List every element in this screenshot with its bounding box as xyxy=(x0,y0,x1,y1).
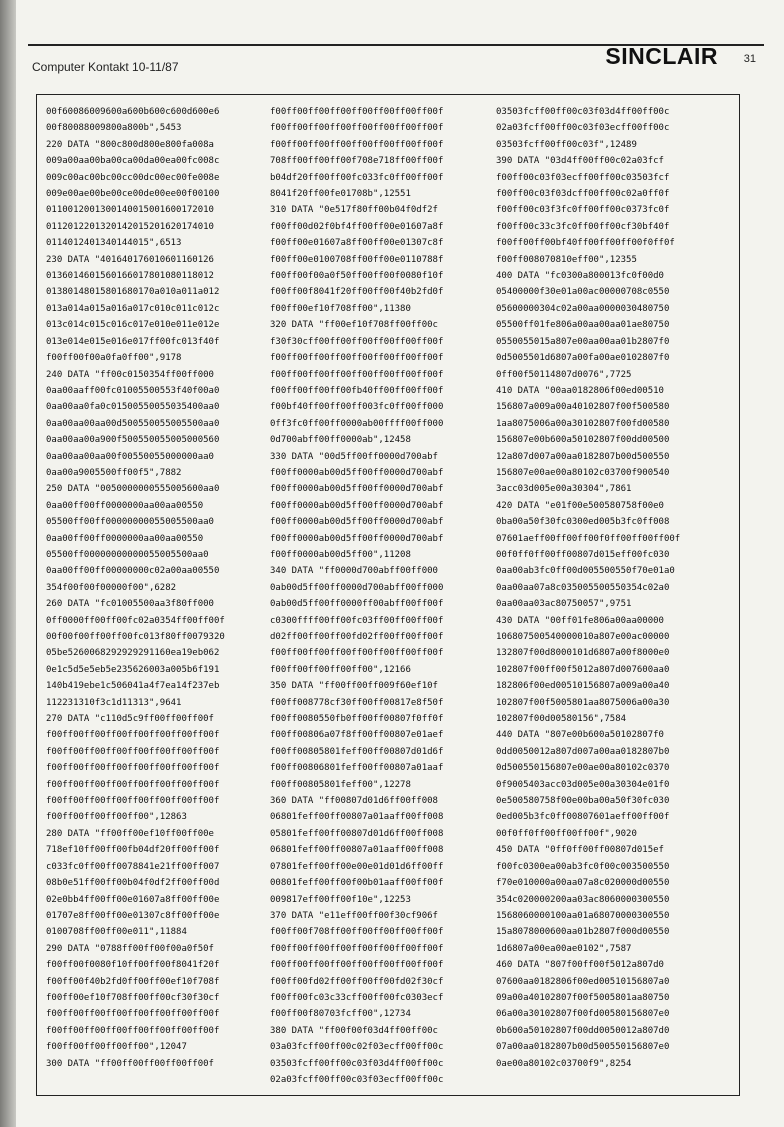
listing-line: 708ff00ff00ff00f708e718ff00ff00f xyxy=(270,156,444,167)
listing-line: f00ff00c03f03ecff00ff00c03503fcf xyxy=(496,172,670,183)
listing-line: 05be5260068292929291160ea19eb062 xyxy=(46,648,220,659)
listing-line: 05400000f30e01a00ac00000708c0550 xyxy=(496,287,670,298)
listing-line: 0ff00f50114807d0076",7725 xyxy=(496,369,632,380)
listing-line: 0ae00a80102c03700f9",8254 xyxy=(496,1058,632,1069)
listing-line: 380 DATA "ff00f00f03d4ff00ff00c xyxy=(270,1025,438,1036)
listing-line: 01707e8ff00ff00e01307c8ff00ff00e xyxy=(46,910,220,921)
listing-line: f00ff00ff00ff00ff00ff00ff00ff00f xyxy=(270,123,444,134)
listing-line: f00ff00ff00ff00ff00ff00ff00ff00f xyxy=(270,107,444,117)
binding-shadow xyxy=(0,0,16,1127)
listing-line: 390 DATA "03d4ff00ff00c02a03fcf xyxy=(496,156,664,167)
listing-line: 06801feff00ff00807a01aaff00ff008 xyxy=(270,812,444,823)
listing-line: 290 DATA "0788ff00ff00f00a0f50f xyxy=(46,943,214,954)
listing-line: 0ff0000ff00ff00fc02a0354ff00ff00f xyxy=(46,615,225,626)
listing-line: 320 DATA "ff00ef10f708ff00ff00c xyxy=(270,320,438,331)
listing-line: f00ff00ff00ff00ff00ff00ff00ff00f xyxy=(46,763,220,774)
listing-line: 0aa00a9005500ff00f5",7882 xyxy=(46,467,182,478)
listing-line: 354c020000200aa03ac8060000300550 xyxy=(496,894,670,905)
listing-line: 00f00f00ff00ff00fc013f80ff0079320 xyxy=(46,632,225,642)
listing-line: 340 DATA "ff0000d700abff00ff000 xyxy=(270,566,438,577)
listing-line: 03a03fcff00ff00c02f03ecff00ff00c xyxy=(270,1042,444,1053)
listing-line: 0100708ff00ff00e011",11884 xyxy=(46,927,187,938)
listing-line: 0aa00aa07a8c035005500550354c02a0 xyxy=(496,582,670,593)
listing-line: 0110012001300140015001600172010 xyxy=(46,205,214,216)
listing-line: 0ff3fc0ff00ff0000ab00ffff00ff000 xyxy=(270,418,444,429)
listing-line: f00ff00ff00ff00ff00ff00ff00ff00f xyxy=(46,1009,220,1020)
listing-line: f00ff0000ab00d5ff00",11208 xyxy=(270,549,411,560)
listing-line: 00f60086009600a600b600c600d600e6 xyxy=(46,107,220,117)
listing-line: f00ff00ff00ff00ff00",12166 xyxy=(270,664,411,675)
listing-line: 15a8078000600aa01b2807f000d00550 xyxy=(496,927,670,938)
listing-line: f00ff00ff00ff00ff00",12863 xyxy=(46,812,187,823)
listing-line: 05500ff01fe806a00aa00aa01ae80750 xyxy=(496,320,670,331)
listing-line: 009a00aa00ba00ca00da00ea00fc008c xyxy=(46,156,220,167)
listing-line: f00ff00fc03c33cff00ff00fc0303ecf xyxy=(270,992,444,1003)
listing-line: 0b600a50102807f00dd0050012a807d0 xyxy=(496,1025,670,1036)
listing-line: 0550055015a807e00aa00aa01b2807f0 xyxy=(496,336,670,347)
listing-line: 0aa00ff00ff00000000c02a00aa00550 xyxy=(46,566,220,577)
listing-line: 440 DATA "807e00b600a50102807f0 xyxy=(496,730,664,741)
listing-line: 450 DATA "0ff0ff00ff00807d015ef xyxy=(496,845,664,856)
listing-line: 03503fcff00ff00c03f03d4ff00ff00c xyxy=(270,1058,444,1069)
listing-line: 009e00ae00be00ce00de00ee00f00100 xyxy=(46,189,220,200)
listing-line: 102807f00d00580156",7584 xyxy=(496,714,627,725)
listing-line: f00ff00e01607a8ff00ff00e01307c8f xyxy=(270,238,444,249)
magazine-issue: Computer Kontakt 10-11/87 xyxy=(32,60,179,74)
listing-line: 0ab00d5ff00ff0000ff00abff00ff00f xyxy=(270,599,444,610)
listing-line: f00ff0000ab00d5ff00ff0000d700abf xyxy=(270,533,444,544)
listing-line: 0aa00aaff00fc01005500553f40f00a0 xyxy=(46,385,220,396)
listing-line: f00ff00c33c3fc0ff00ff00cf30bf40f xyxy=(496,221,670,232)
listing-line: 02e0bb4ff00ff00e01607a8ff00ff00e xyxy=(46,894,220,905)
listing-line: f00ff00e0100708ff00ff00e0110788f xyxy=(270,254,444,265)
listing-line: 06a00a30102807f00fd00580156807e0 xyxy=(496,1009,670,1020)
listing-line: 0aa00ff00ff0000000aa00aa00550 xyxy=(46,500,204,511)
listing-line: 112231310f3c1d11313",9641 xyxy=(46,697,182,708)
listing-line: 0aa00aa00aa00d500550055005500aa0 xyxy=(46,418,220,429)
listing-line: 03503fcff00ff00c03f03d4ff00ff00c xyxy=(496,107,670,117)
listing-line: 05500ff00ff00000000055005500aa0 xyxy=(46,517,214,528)
listing-line: 460 DATA "807f00ff00f5012a807d0 xyxy=(496,960,664,971)
listing-column-1 xyxy=(46,104,268,1072)
listing-line: 0d5005501d6807a00fa00ae0102807f0 xyxy=(496,353,670,364)
listing-line: f00ff00f0080f10ff00ff00f8041f20f xyxy=(46,960,220,971)
listing-line: 250 DATA "0050000000555005600aa0 xyxy=(46,484,220,495)
listing-line: f00ff00fd02ff00ff00ff00fd02f30cf xyxy=(270,976,444,987)
listing-line: f00ff00f00a0fa0ff00",9178 xyxy=(46,353,182,364)
listing-line: 0d700abff00ff0000ab",12458 xyxy=(270,435,411,446)
listing-line: 400 DATA "fc0300a800013fc0f00d0 xyxy=(496,271,664,282)
listing-line: f00bf40ff00ff00ff003fc0ff00ff000 xyxy=(270,402,444,413)
listing-line: 0aa00aa0fa0c01500550055035400aa0 xyxy=(46,402,220,413)
listing-line: 3acc03d005e00a30304",7861 xyxy=(496,484,632,495)
listing-line: 0ba00a50f30fc0300ed005b3fc0ff008 xyxy=(496,517,670,528)
listing-line: 310 DATA "0e517f80ff00b04f0df2f xyxy=(270,205,438,216)
listing-line: f00ff00ff00ff00ff00ff00ff00ff00f xyxy=(46,1025,220,1036)
listing-line: 07801feff00ff00e00e01d01d6ff00ff xyxy=(270,861,444,872)
listing-line: 12a807d007a00aa0182807b00d500550 xyxy=(496,451,670,462)
listing-line: 0ab00d5ff00ff0000d700abff00ff000 xyxy=(270,582,444,593)
listing-line: 00f80088009800a800b",5453 xyxy=(46,123,182,134)
listing-line: 1aa8075006a00a30102807f00fd00580 xyxy=(496,418,670,429)
listing-line: 220 DATA "800c800d800e800fa008a xyxy=(46,139,214,150)
listing-line: 01380148015801680170a010a011a012 xyxy=(46,287,220,298)
listing-line: f00ff00ff00ff00ff00ff00ff00ff00f xyxy=(270,960,444,971)
listing-line: f00ff00ff00ff00ff00ff00ff00ff00f xyxy=(270,139,444,150)
listing-line: 102807f00f5005801aa8075006a00a30 xyxy=(496,697,670,708)
listing-line: 156807a009a00a40102807f00f500580 xyxy=(496,402,670,413)
listing-column-3 xyxy=(496,104,718,1072)
listing-line: 360 DATA "ff00807d01d6ff00ff008 xyxy=(270,796,438,807)
listing-line: 05500ff00000000000055005500aa0 xyxy=(46,549,209,560)
listing-line: 0aa00aa00a900f500550055005000560 xyxy=(46,435,220,446)
listing-line: 8041f20ff00fe01708b",12551 xyxy=(270,189,411,200)
section-brand: SINCLAIR xyxy=(605,43,718,69)
listing-line: 00f0ff0ff00ff00ff00f",9020 xyxy=(496,828,637,839)
listing-line: f00ff00c03f3fc0ff00ff00c0373fc0f xyxy=(496,205,670,216)
listing-line: 156807e00ae00a80102c03700f900540 xyxy=(496,467,670,478)
listing-line: f00ff00ff00ff00ff00ff00ff00ff00f xyxy=(270,353,444,364)
listing-line: f00ff00ef10f708ff00ff00cf30f30cf xyxy=(46,992,220,1003)
listing-line: f00ff00806a07f8ff00ff00807e01aef xyxy=(270,730,444,741)
listing-line: 430 DATA "00ff01fe806a00aa00000 xyxy=(496,615,664,626)
listing-line: f00ff0000ab00d5ff00ff0000d700abf xyxy=(270,484,444,495)
listing-line: 410 DATA "00aa0182806f00ed00510 xyxy=(496,385,664,396)
listing-line: 0dd0050012a807d007a00aa0182807b0 xyxy=(496,746,670,757)
listing-line: 1568060000100aa01a68070000300550 xyxy=(496,910,670,921)
listing-line: 00801feff00ff00f00b01aaff00ff00f xyxy=(270,878,444,889)
listing-line: f00ff00f708ff00ff00ff00ff00ff00f xyxy=(270,927,444,938)
listing-line: 260 DATA "fc01005500aa3f80ff000 xyxy=(46,599,214,610)
listing-line: f00fc0300ea00ab3fc0f00c003500550 xyxy=(496,861,670,872)
listing-line: f00ff008778cf30ff00ff00817e8f50f xyxy=(270,697,444,708)
listing-line: 0f9005403acc03d005e00a30304e01f0 xyxy=(496,779,670,790)
listing-line: 132807f00d8000101d6807a00f8000e0 xyxy=(496,648,670,659)
listing-line: 718ef10ff00ff00fb04df20ff00ff00f xyxy=(46,845,220,856)
listing-line: 106807500540000010a807e00ac00000 xyxy=(496,632,670,642)
listing-line: 03503fcff00ff00c03f",12489 xyxy=(496,139,637,150)
listing-line: 0ed005b3fc0ff00807601aeff00ff00f xyxy=(496,812,670,823)
listing-line: 280 DATA "ff00ff00ef10ff00ff00e xyxy=(46,828,214,839)
listing-line: f00ff0000ab00d5ff00ff0000d700abf xyxy=(270,500,444,511)
listing-line: 0aa00aa00aa00f00550055000000aa0 xyxy=(46,451,214,462)
listing-line: 06801feff00ff00807a01aaff00ff008 xyxy=(270,845,444,856)
listing-line: f00ff00f00a0f50ff00ff00f0080f10f xyxy=(270,271,444,282)
listing-line: 0aa00aa03ac80750057",9751 xyxy=(496,599,632,610)
listing-line: 08b0e51ff00ff00b04f0df2ff00ff00d xyxy=(46,878,220,889)
listing-line: f00ff00ff00ff00ff00ff00ff00ff00f xyxy=(46,730,220,741)
listing-line: c033fc0ff00ff0078841e21ff00ff007 xyxy=(46,861,220,872)
listing-line: 0136014601560166017801080118012 xyxy=(46,271,214,282)
listing-line: f00ff00ff00ff00ff00ff00ff00ff00f xyxy=(270,369,444,380)
listing-line: 0e500580758f00e00ba00a50f30fc030 xyxy=(496,796,670,807)
listing-line: f00ff00ff00ff00fb40ff00ff00ff00f xyxy=(270,385,444,396)
listing-line: f00ff00ff00ff00ff00ff00ff00ff00f xyxy=(46,746,220,757)
listing-line: 013e014e015e016e017ff00fc013f40f xyxy=(46,336,220,347)
listing-line: f00ff0000ab00d5ff00ff0000d700abf xyxy=(270,467,444,478)
listing-line: f00ff00ff00ff00ff00ff00ff00ff00f xyxy=(46,796,220,807)
listing-line: 07601aeff00ff00ff00f0ff00ff00ff00f xyxy=(496,533,681,544)
listing-line: 0112012201320142015201620174010 xyxy=(46,221,214,232)
listing-line: 07a00aa0182807b00d500550156807e0 xyxy=(496,1042,670,1053)
listing-line: 300 DATA "ff00ff00ff00ff00ff00f xyxy=(46,1058,214,1069)
listing-line: d02ff00ff00ff00fd02ff00ff00ff00f xyxy=(270,632,444,642)
listing-line: f00ff00ff00bf40ff00ff00ff00f0ff0f xyxy=(496,238,675,249)
listing-line: f00ff00ef10f708ff00",11380 xyxy=(270,303,411,314)
listing-line: f00ff00806801feff00ff00807a01aaf xyxy=(270,763,444,774)
listing-line: f00ff00f8041f20ff00ff00f40b2fd0f xyxy=(270,287,444,298)
listing-line: 05801feff00ff00807d01d6ff00ff008 xyxy=(270,828,444,839)
listing-column-2 xyxy=(270,104,492,1088)
listing-line: f00ff00d02f0bf4ff00ff00e01607a8f xyxy=(270,221,444,232)
listing-line: 09a00a40102807f00f5005801aa80750 xyxy=(496,992,670,1003)
listing-line: f00ff00805801feff00ff00807d01d6f xyxy=(270,746,444,757)
listing-line: 270 DATA "c110d5c9ff00ff00ff00f xyxy=(46,714,214,725)
listing-line: 0e1c5d5e5eb5e235626003a005b6f191 xyxy=(46,664,220,675)
listing-line: 1d6807a00ea00ae0102",7587 xyxy=(496,943,632,954)
listing-line: 330 DATA "00d5ff00ff0000d700abf xyxy=(270,451,438,462)
listing-line: 05600000304c02a00aa0000030480750 xyxy=(496,303,670,314)
listing-line: f00ff00ff00ff00ff00ff00ff00ff00f xyxy=(270,943,444,954)
listing-line: 009817eff00ff00f10e",12253 xyxy=(270,894,411,905)
listing-line: 0d500550156807e00ae00a80102c0370 xyxy=(496,763,670,774)
listing-line: 156807e00b600a50102807f00dd00500 xyxy=(496,435,670,446)
listing-line: 0aa00ab3fc0ff00d005500550f70e01a0 xyxy=(496,566,675,577)
listing-line: 240 DATA "ff00c0150354ff00ff000 xyxy=(46,369,214,380)
listing-line: f70e010000a00aa07a8c020000d00550 xyxy=(496,878,670,889)
listing-line: 140b419ebe1c506041a4f7ea14f237eb xyxy=(46,681,220,692)
listing-line: 02a03fcff00ff00c03f03ecff00ff00c xyxy=(270,1074,444,1085)
listing-line: f00ff0000ab00d5ff00ff0000d700abf xyxy=(270,517,444,528)
listing-line: 350 DATA "ff00ff00ff009f60ef10f xyxy=(270,681,438,692)
listing-line: 102807f00ff00f5012a807d007600aa0 xyxy=(496,664,670,675)
page-number: 31 xyxy=(743,53,756,65)
listing-line: 009c00ac00bc00cc00dc00ec00fe008e xyxy=(46,172,220,183)
listing-line: f00ff008070810eff00",12355 xyxy=(496,254,637,265)
listing-line: 013a014a015a016a017c010c011c012c xyxy=(46,303,220,314)
listing-line: 230 DATA "401640176010601160126 xyxy=(46,254,214,265)
listing-line: f00ff00c03f03dcff00ff00c02a0ff0f xyxy=(496,189,670,200)
listing-line: 07600aa0182806f00ed00510156807a0 xyxy=(496,976,670,987)
listing-line: f30f30cff00ff00ff00ff00ff00ff00f xyxy=(270,336,444,347)
listing-line: 420 DATA "e01f00e500580758f00e0 xyxy=(496,500,664,511)
listing-line: b04df20ff00ff00fc033fc0ff00ff00f xyxy=(270,172,444,183)
listing-line: c0300ffff00ff00fc03ff00ff00ff00f xyxy=(270,615,444,626)
listing-line: f00ff0080550fb0ff00ff00807f0ff0f xyxy=(270,714,444,725)
listing-line: 182806f00ed00510156807a009a00a40 xyxy=(496,681,670,692)
listing-line: f00ff00ff00ff00ff00ff00ff00ff00f xyxy=(270,648,444,659)
listing-line: f00ff00ff00ff00ff00",12047 xyxy=(46,1042,187,1053)
listing-line: 00f0ff0ff00ff00807d015eff00fc030 xyxy=(496,549,670,560)
listing-line: f00ff00f40b2fd0ff00ff00ef10f708f xyxy=(46,976,220,987)
listing-line: 02a03fcff00ff00c03f03ecff00ff00c xyxy=(496,123,670,134)
listing-line: 0aa00ff00ff0000000aa00aa00550 xyxy=(46,533,204,544)
listing-line: f00ff00805801feff00",12278 xyxy=(270,779,411,790)
listing-line: 354f00f00f00000f00",6282 xyxy=(46,582,177,593)
listing-line: 370 DATA "e11eff00ff00f30cf906f xyxy=(270,910,438,921)
listing-line: 013c014c015c016c017e010e011e012e xyxy=(46,320,220,331)
listing-line: f00ff00f80703fcff00",12734 xyxy=(270,1009,411,1020)
listing-line: 0114012401340144015",6513 xyxy=(46,238,182,249)
listing-line: f00ff00ff00ff00ff00ff00ff00ff00f xyxy=(46,779,220,790)
